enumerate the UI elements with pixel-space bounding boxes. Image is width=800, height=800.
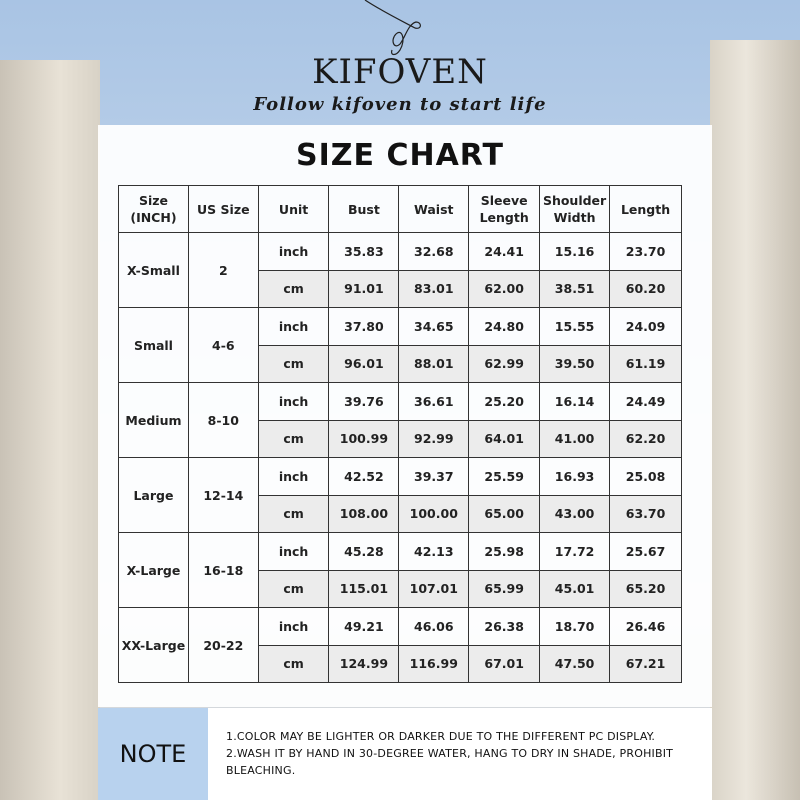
note-text	[208, 708, 712, 800]
unit-cell: inch	[258, 533, 329, 571]
measurement-cell: 108.00	[329, 495, 399, 533]
unit-cell: inch	[258, 308, 329, 346]
size-name-cell: XX-Large	[119, 608, 189, 683]
page-title: SIZE CHART	[295, 138, 505, 173]
measurement-cell: 25.20	[469, 383, 540, 421]
measurement-cell: 37.80	[329, 308, 399, 346]
us-size-cell: 12-14	[188, 458, 258, 533]
measurement-cell: 24.09	[610, 308, 682, 346]
measurement-cell: 39.50	[540, 345, 610, 383]
measurement-cell: 100.99	[329, 420, 399, 458]
measurement-cell: 100.00	[399, 495, 469, 533]
measurement-cell: 63.70	[610, 495, 682, 533]
measurement-cell: 39.76	[329, 383, 399, 421]
measurement-cell: 116.99	[399, 645, 469, 683]
column-header: Waist	[399, 186, 469, 233]
measurement-cell: 60.20	[610, 270, 682, 308]
measurement-cell: 24.49	[610, 383, 682, 421]
measurement-cell: 24.80	[469, 308, 540, 346]
measurement-cell: 91.01	[329, 270, 399, 308]
column-header: Sleeve Length	[469, 186, 540, 233]
column-header: Size (INCH)	[119, 186, 189, 233]
unit-cell: cm	[258, 495, 329, 533]
measurement-cell: 124.99	[329, 645, 399, 683]
measurement-cell: 25.98	[469, 533, 540, 571]
measurement-cell: 83.01	[399, 270, 469, 308]
size-name-cell: Small	[119, 308, 189, 383]
measurement-cell: 65.00	[469, 495, 540, 533]
brand-tagline: Follow kifoven to start life	[253, 94, 547, 115]
measurement-cell: 16.93	[540, 458, 610, 496]
column-header: Shoulder Width	[540, 186, 610, 233]
measurement-cell: 43.00	[540, 495, 610, 533]
measurement-cell: 67.21	[610, 645, 682, 683]
unit-cell: cm	[258, 645, 329, 683]
measurement-cell: 32.68	[399, 233, 469, 271]
measurement-cell: 46.06	[399, 608, 469, 646]
measurement-cell: 62.00	[469, 270, 540, 308]
brand-header	[0, 0, 800, 125]
unit-cell: cm	[258, 570, 329, 608]
measurement-cell: 107.01	[399, 570, 469, 608]
measurement-cell: 92.99	[399, 420, 469, 458]
measurement-cell: 62.20	[610, 420, 682, 458]
note-line: 2.WASH IT BY HAND IN 30-DEGREE WATER, HANG TO DRY IN SHADE, PROHIBIT BLEACHING.	[226, 747, 674, 777]
table-header-row	[119, 186, 682, 233]
size-name-cell: Large	[119, 458, 189, 533]
measurement-cell: 45.01	[540, 570, 610, 608]
measurement-cell: 65.20	[610, 570, 682, 608]
column-header: US Size	[188, 186, 258, 233]
measurement-cell: 25.08	[610, 458, 682, 496]
measurement-cell: 115.01	[329, 570, 399, 608]
column-header: Unit	[258, 186, 329, 233]
unit-cell: inch	[258, 383, 329, 421]
us-size-cell: 20-22	[188, 608, 258, 683]
measurement-cell: 36.61	[399, 383, 469, 421]
measurement-cell: 47.50	[540, 645, 610, 683]
measurement-cell: 96.01	[329, 345, 399, 383]
us-size-cell: 4-6	[188, 308, 258, 383]
measurement-cell: 23.70	[610, 233, 682, 271]
table-row	[119, 308, 682, 346]
measurement-cell: 15.55	[540, 308, 610, 346]
logo-face-icon	[360, 0, 440, 60]
column-header: Bust	[329, 186, 399, 233]
measurement-cell: 26.46	[610, 608, 682, 646]
unit-cell: cm	[258, 420, 329, 458]
measurement-cell: 18.70	[540, 608, 610, 646]
measurement-cell: 88.01	[399, 345, 469, 383]
measurement-cell: 25.59	[469, 458, 540, 496]
size-name-cell: X-Large	[119, 533, 189, 608]
unit-cell: cm	[258, 270, 329, 308]
table-row	[119, 233, 682, 271]
size-name-cell: X-Small	[119, 233, 189, 308]
measurement-cell: 41.00	[540, 420, 610, 458]
measurement-cell: 61.19	[610, 345, 682, 383]
measurement-cell: 15.16	[540, 233, 610, 271]
measurement-cell: 25.67	[610, 533, 682, 571]
unit-cell: inch	[258, 608, 329, 646]
measurement-cell: 49.21	[329, 608, 399, 646]
measurement-cell: 39.37	[399, 458, 469, 496]
measurement-cell: 65.99	[469, 570, 540, 608]
table-row	[119, 608, 682, 646]
measurement-cell: 62.99	[469, 345, 540, 383]
us-size-cell: 2	[188, 233, 258, 308]
measurement-cell: 17.72	[540, 533, 610, 571]
unit-cell: inch	[258, 458, 329, 496]
us-size-cell: 8-10	[188, 383, 258, 458]
measurement-cell: 26.38	[469, 608, 540, 646]
column-header: Length	[610, 186, 682, 233]
measurement-cell: 42.13	[399, 533, 469, 571]
size-name-cell: Medium	[119, 383, 189, 458]
note-line: 1.COLOR MAY BE LIGHTER OR DARKER DUE TO THE DIFFERENT PC DISPLAY.	[226, 730, 656, 743]
unit-cell: cm	[258, 345, 329, 383]
table-row	[119, 458, 682, 496]
measurement-cell: 24.41	[469, 233, 540, 271]
measurement-cell: 64.01	[469, 420, 540, 458]
unit-cell: inch	[258, 233, 329, 271]
measurement-cell: 35.83	[329, 233, 399, 271]
size-table	[118, 185, 682, 683]
note-label: NOTE	[98, 708, 208, 800]
measurement-cell: 42.52	[329, 458, 399, 496]
brand-name: KIFOVEN	[312, 52, 488, 92]
table-row	[119, 533, 682, 571]
measurement-cell: 16.14	[540, 383, 610, 421]
measurement-cell: 45.28	[329, 533, 399, 571]
measurement-cell: 38.51	[540, 270, 610, 308]
measurement-cell: 67.01	[469, 645, 540, 683]
us-size-cell: 16-18	[188, 533, 258, 608]
measurement-cell: 34.65	[399, 308, 469, 346]
table-row	[119, 383, 682, 421]
